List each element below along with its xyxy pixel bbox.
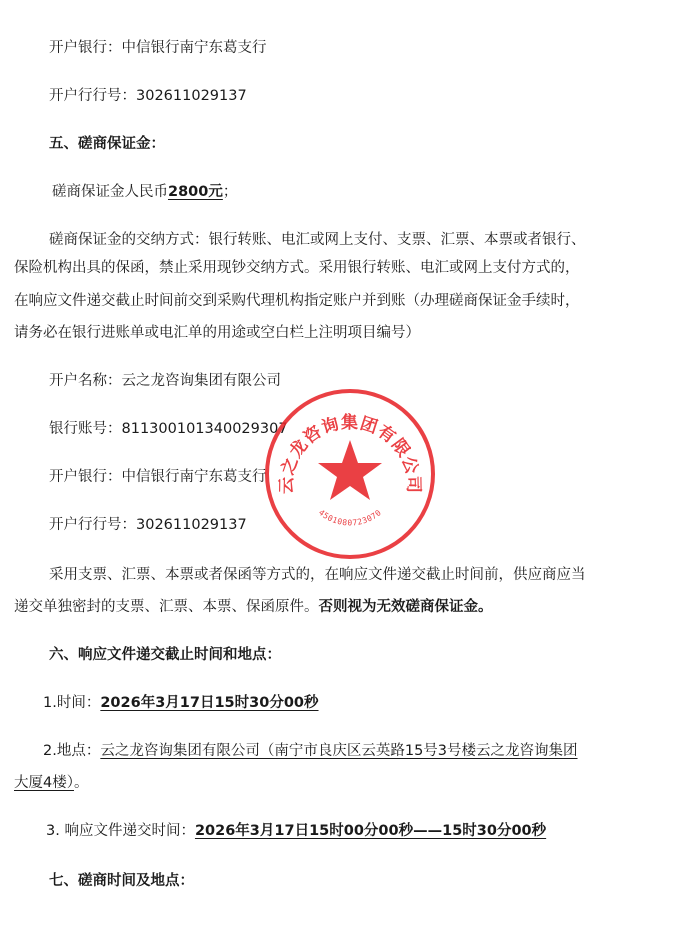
bank-number-line-1 (49, 86, 247, 106)
payment-method-line-4: 请务必在银行进账单或电汇单的用途或空白栏上注明项目编号） (14, 325, 420, 341)
bank-number-value: 302611029137 (136, 88, 247, 104)
location-value-cont: 大厦4楼） (14, 775, 74, 791)
section-7-heading: 七、磋商时间及地点： (49, 873, 194, 889)
account-number-line (49, 419, 288, 439)
company-seal (262, 386, 438, 562)
location-value: 云之龙咨询集团有限公司（南宁市良庆区云英路15号3号楼云之龙咨询集团 (100, 743, 578, 759)
account-name-value: 云之龙咨询集团有限公司 (121, 373, 281, 389)
account-number-value: 811300101340029307 (121, 421, 288, 437)
bank-value: 中信银行南宁东葛支行 (121, 469, 267, 485)
section-6-heading: 六、响应文件递交截止时间和地点： (49, 647, 281, 663)
location-line-1 (43, 741, 578, 761)
payment-method-line-2: 保险机构出具的保函，禁止采用现钞交纳方式。采用银行转账、电汇或网上支付方式的， (14, 260, 580, 276)
deposit-amount: 2800元 (168, 184, 223, 200)
payment-method-line-1: 磋商保证金的交纳方式：银行转账、电汇或网上支付、支票、汇票、本票或者银行、 (49, 232, 586, 248)
bank-value: 中信银行南宁东葛支行 (121, 40, 267, 56)
cheque-line-2 (14, 597, 493, 617)
star-icon (318, 440, 382, 500)
bank-number-label: 开户行行号： (49, 517, 136, 533)
cheque-warning: 否则视为无效磋商保证金。 (318, 599, 493, 615)
deposit-suffix: ； (222, 184, 238, 200)
section-5-heading: 五、磋商保证金： (49, 136, 165, 152)
deposit-amount-line (52, 182, 237, 202)
submission-time-value: 2026年3月17日15时00分00秒——15时30分00秒 (194, 823, 547, 839)
account-name-line (49, 371, 281, 391)
bank-number-label: 开户行行号： (49, 88, 136, 104)
cheque-line-1: 采用支票、汇票、本票或者保函等方式的，在响应文件递交截止时间前，供应商应当 (49, 567, 586, 583)
deposit-prefix: 磋商保证金人民币 (52, 184, 168, 200)
location-label: 2.地点： (43, 743, 101, 759)
bank-line-2 (49, 467, 267, 487)
location-line-2 (14, 773, 88, 793)
seal-code: 4501080723070 (316, 507, 384, 528)
deadline-time-line (43, 693, 319, 713)
payment-method-line-3: 在响应文件递交截止时间前交到采购代理机构指定账户并到账（办理磋商保证金手续时， (14, 293, 580, 309)
seal-company-name: 云之龙咨询集团有限公司 (276, 413, 424, 495)
bank-number-line-2 (49, 515, 247, 535)
bank-number-value: 302611029137 (136, 517, 247, 533)
bank-line-1 (49, 38, 267, 58)
account-number-label: 银行账号： (49, 421, 122, 437)
cheque-note: 递交单独密封的支票、汇票、本票、保函原件。 (14, 599, 319, 615)
location-suffix: 。 (73, 775, 89, 791)
deadline-time-value: 2026年3月17日15时30分00秒 (100, 695, 319, 711)
submission-time-line (46, 821, 546, 841)
submission-time-label: 3. 响应文件递交时间： (46, 823, 195, 839)
account-name-label: 开户名称： (49, 373, 122, 389)
bank-label: 开户银行： (49, 469, 122, 485)
deadline-time-label: 1.时间： (43, 695, 101, 711)
bank-label: 开户银行： (49, 40, 122, 56)
